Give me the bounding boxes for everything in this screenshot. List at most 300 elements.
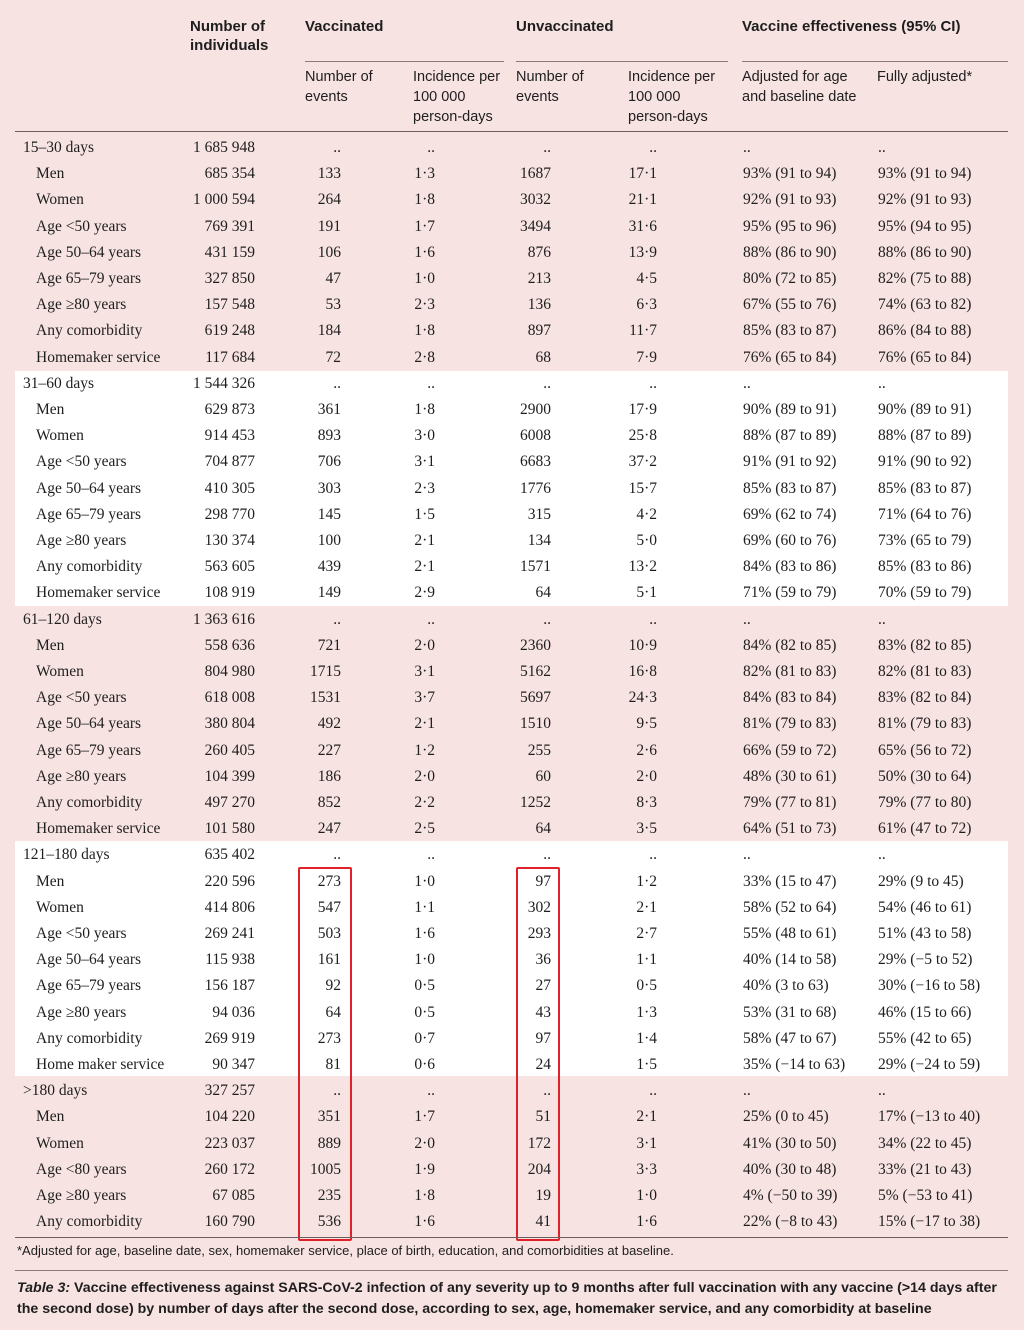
table-row [15,423,1008,449]
cell-vi: .. [427,610,435,628]
cell-adj: 76% (65 to 84) [743,348,837,366]
table-row [15,449,1008,475]
cell-ui: 3·3 [636,1160,657,1178]
cell-ui: 1·6 [636,1213,657,1231]
cell-n: 558 636 [204,636,255,654]
cell-full: 85% (83 to 87) [878,479,972,497]
cell-ui: 3·1 [636,1134,657,1152]
cell-ui: 24·3 [628,689,657,707]
group-row [15,842,1008,868]
cell-n: 327 850 [204,270,255,287]
cell-full: .. [878,610,886,628]
header-unvacc-events: Number of events [516,69,584,105]
cell-adj: 35% (−14 to 63) [743,1056,846,1073]
table-row [15,947,1008,973]
cell-adj: 48% (30 to 61) [743,767,837,785]
cell-n: 90 347 [212,1056,255,1073]
row-label: Age 50–64 years [36,479,142,497]
cell-vi: 3·1 [414,453,435,471]
header-unvacc-incidence: Incidence per 100 000 person-days [628,69,716,125]
cell-ue: 97 [535,872,551,890]
cell-ue: 293 [527,925,551,942]
cell-vi: .. [427,1082,435,1100]
row-label: Age <50 years [36,689,127,707]
cell-adj: .. [743,1082,751,1100]
cell-full: 81% (79 to 83) [878,715,972,733]
table-row [15,659,1008,685]
cell-adj: 25% (0 to 45) [743,1108,829,1126]
cell-n: 94 036 [212,1003,255,1021]
table-row [15,1209,1008,1235]
cell-full: 33% (21 to 43) [878,1160,972,1178]
cell-ui: 13·9 [628,243,657,261]
cell-ve: 273 [317,1029,341,1047]
cell-full: 76% (65 to 84) [878,348,972,366]
cell-ue: 302 [527,898,551,916]
cell-ve: 191 [317,217,341,235]
cell-full: 79% (77 to 80) [878,794,972,811]
cell-n: 269 241 [204,925,255,942]
cell-ve: 852 [317,794,341,811]
cell-full: 83% (82 to 85) [878,636,972,654]
cell-ue: 134 [527,532,551,549]
cell-ve: 133 [317,165,341,183]
cell-ui: 9·5 [636,715,657,733]
cell-n: 619 248 [204,322,255,340]
cell-n: 269 919 [204,1029,255,1047]
cell-full: 86% (84 to 88) [878,322,972,340]
cell-adj: .. [743,846,751,864]
cell-ui: 17·1 [628,165,657,183]
cell-ve: 492 [317,715,341,733]
cell-n: 1 000 594 [193,191,255,209]
cell-ui: 1·0 [636,1187,657,1204]
cell-ve: 81 [325,1056,341,1073]
row-label: Home maker service [36,1056,165,1073]
cell-vi: 0·6 [414,1056,435,1073]
cell-vi: 2·1 [414,558,435,576]
cell-ve: 247 [317,820,341,838]
cell-n: 115 938 [205,951,255,969]
cell-n: 130 374 [204,532,255,549]
cell-n: 223 037 [204,1134,255,1152]
header-fully-adjusted: Fully adjusted* [877,69,973,85]
cell-ui: 5·1 [636,584,657,602]
cell-ve: 227 [317,741,341,759]
cell-ue: 3032 [520,191,551,209]
cell-vi: 1·6 [414,243,435,261]
cell-full: 30% (−16 to 58) [878,977,981,995]
row-label: Age 50–64 years [36,951,142,969]
cell-ue: 27 [535,977,551,995]
row-label: Age <80 years [36,1160,127,1178]
cell-n: 117 684 [205,348,255,366]
cell-vi: 3·7 [414,689,435,707]
cell-ue: 1252 [520,794,551,811]
cell-vi: 1·8 [414,1187,435,1204]
row-label: Any comorbidity [36,1213,143,1231]
cell-ue: 41 [535,1213,551,1231]
table-row [15,816,1008,842]
cell-ve: 161 [317,951,341,969]
cell-ui: 2·0 [636,767,657,785]
row-label: Age 50–64 years [36,243,142,261]
cell-ue: 1510 [520,715,551,733]
cell-full: 88% (86 to 90) [878,243,972,261]
cell-full: 5% (−53 to 41) [878,1187,973,1204]
cell-n: 157 548 [204,296,255,314]
cell-vi: 1·7 [414,1108,435,1126]
cell-ue: 6008 [520,427,551,445]
cell-ui: 1·1 [636,951,657,969]
cell-ue: 68 [535,348,551,366]
table-row [15,345,1008,371]
cell-vi: 1·5 [414,505,435,523]
cell-ui: 1·2 [636,872,657,890]
table-row [15,580,1008,606]
header-unvaccinated: Unvaccinated [516,18,614,35]
row-label: Homemaker service [36,820,161,838]
cell-vi: .. [427,846,435,864]
highlight-box-unvaccinated-events [516,867,560,1241]
row-label: Age <50 years [36,453,127,471]
row-label: Age ≥80 years [36,532,127,549]
cell-full: 46% (15 to 66) [878,1003,972,1021]
cell-ve: 1005 [310,1160,341,1178]
cell-ui: .. [649,610,657,628]
header-adjusted-age-baseline: Adjusted for age and baseline date [742,69,857,105]
group-row [15,371,1008,397]
table-row [15,790,1008,816]
cell-ve: .. [333,139,341,156]
table-row [15,240,1008,266]
table-row [15,214,1008,240]
cell-ve: 439 [317,558,341,576]
cell-adj: 69% (62 to 74) [743,505,837,523]
cell-n: 101 580 [204,820,255,838]
cell-n: 704 877 [204,453,255,471]
group-row [15,135,1008,161]
cell-adj: 84% (82 to 85) [743,636,837,654]
cell-full: 85% (83 to 86) [878,558,972,576]
cell-vi: 1·8 [414,191,435,209]
row-label: Age ≥80 years [36,1187,127,1204]
row-label: Men [36,1108,65,1126]
row-label: Age <50 years [36,217,127,235]
cell-vi: 1·2 [414,741,435,759]
cell-ui: 25·8 [628,427,657,445]
table-row [15,397,1008,423]
cell-vi: .. [427,139,435,156]
cell-adj: 85% (83 to 87) [743,479,837,497]
cell-ui: 21·1 [628,191,657,209]
cell-ve: 893 [317,427,341,445]
cell-ui: 1·4 [636,1029,657,1047]
cell-vi: 2·1 [414,532,435,549]
cell-vi: 3·1 [414,663,435,680]
cell-vi: 2·1 [414,715,435,733]
cell-vi: 1·0 [414,270,435,287]
cell-ve: 547 [317,898,341,916]
table-bottom-rule [15,1237,1008,1238]
cell-vi: 1·0 [414,951,435,969]
cell-adj: 58% (47 to 67) [743,1029,837,1047]
row-label: Age 65–79 years [36,505,142,523]
cell-vi: 2·5 [414,820,435,838]
highlight-box-vaccinated-events [298,867,352,1241]
header-vaccine-effectiveness: Vaccine effectiveness (95% CI) [742,18,961,35]
header-group-rule-vaccinated [305,61,504,62]
cell-adj: 84% (83 to 84) [743,689,837,707]
table-row [15,633,1008,659]
cell-ui: 6·3 [636,296,657,314]
cell-ue: .. [543,139,551,156]
cell-n: 220 596 [204,872,255,890]
table-row [15,869,1008,895]
table-row [15,1052,1008,1078]
cell-full: 95% (94 to 95) [878,217,972,235]
cell-ui: 10·9 [628,636,657,654]
cell-vi: 1·9 [414,1160,435,1178]
cell-full: .. [878,374,886,392]
row-label: Men [36,401,65,418]
cell-ui: 37·2 [628,453,657,471]
cell-full: 51% (43 to 58) [878,925,972,942]
cell-full: 61% (47 to 72) [878,820,972,838]
cell-ue: 204 [527,1160,551,1178]
cell-ui: 16·8 [628,663,657,680]
cell-full: 54% (46 to 61) [878,898,972,916]
caption-rule [15,1270,1008,1271]
table-row [15,685,1008,711]
row-label: Men [36,636,65,654]
cell-n: 1 363 616 [193,610,255,628]
table-caption [17,1278,1007,1320]
cell-ui: 7·9 [636,348,657,366]
cell-adj: 88% (87 to 89) [743,427,837,445]
cell-ue: 36 [535,951,551,969]
row-label: Any comorbidity [36,558,143,576]
cell-n: 414 806 [204,898,255,916]
header-group-rule-unvaccinated [516,61,728,62]
cell-full: 82% (75 to 88) [878,270,972,287]
cell-ui: 8·3 [636,794,657,811]
cell-ve: 64 [325,1003,341,1021]
cell-adj: 69% (60 to 76) [743,532,837,549]
cell-ue: 876 [527,243,551,261]
cell-ve: 149 [317,584,341,602]
table-row [15,502,1008,528]
row-label: Age 50–64 years [36,715,142,733]
cell-vi: 0·5 [414,977,435,995]
cell-vi: .. [427,374,435,392]
cell-ue: 43 [535,1003,551,1021]
caption-lead: Table 3: [17,1280,71,1296]
cell-ui: 3·5 [636,820,657,838]
cell-ue: 1571 [520,558,551,576]
header-bottom-rule [15,131,1008,132]
table-row [15,1157,1008,1183]
cell-adj: 40% (30 to 48) [743,1160,837,1178]
cell-adj: 33% (15 to 47) [743,872,837,890]
cell-adj: 79% (77 to 81) [743,794,837,811]
header-vacc-events: Number of events [305,69,373,105]
cell-adj: 85% (83 to 87) [743,322,837,340]
cell-n: 629 873 [204,401,255,418]
row-label: Age ≥80 years [36,1003,127,1021]
cell-ue: 2360 [520,636,551,654]
cell-ve: .. [333,610,341,628]
cell-ue: 5162 [520,663,551,680]
table-row [15,738,1008,764]
cell-ve: 303 [317,479,341,497]
cell-ue: 2900 [520,401,551,418]
row-label: Men [36,165,65,183]
cell-full: 91% (90 to 92) [878,453,972,471]
cell-n: 914 453 [204,427,255,445]
table-row [15,895,1008,921]
cell-ve: .. [333,846,341,864]
cell-n: 497 270 [204,794,255,811]
cell-n: 804 980 [204,663,255,680]
cell-adj: .. [743,139,751,156]
cell-ve: 889 [317,1134,341,1152]
header-group-rule-ve [742,61,1008,62]
header-vacc-incidence: Incidence per 100 000 person-days [413,69,501,125]
row-label: Age 65–79 years [36,741,142,759]
cell-adj: 58% (52 to 64) [743,898,837,916]
cell-n: 108 919 [204,584,255,602]
cell-ue: .. [543,610,551,628]
cell-full: 50% (30 to 64) [878,767,972,785]
cell-full: 88% (87 to 89) [878,427,972,445]
cell-vi: 2·3 [414,296,435,314]
table-row [15,528,1008,554]
cell-ui: 31·6 [628,217,657,235]
table-row [15,1104,1008,1130]
cell-n: 260 405 [204,741,255,759]
row-label: Age 65–79 years [36,977,142,995]
cell-vi: 2·2 [414,794,435,811]
table-row [15,292,1008,318]
cell-adj: 4% (−50 to 39) [743,1187,838,1204]
cell-full: .. [878,139,886,156]
cell-vi: 3·0 [414,427,435,445]
cell-adj: 80% (72 to 85) [743,270,837,287]
cell-vi: 1·7 [414,217,435,235]
cell-n: 635 402 [204,846,255,864]
cell-ve: 53 [325,296,341,314]
cell-adj: 40% (14 to 58) [743,951,837,969]
cell-vi: 1·1 [414,898,435,916]
cell-ue: 24 [535,1056,551,1073]
cell-ue: 6683 [520,453,551,471]
table-row [15,476,1008,502]
cell-ue: 51 [535,1108,551,1126]
cell-adj: 82% (81 to 83) [743,663,837,680]
cell-vi: 0·5 [414,1003,435,1021]
cell-full: 29% (−5 to 52) [878,951,973,969]
cell-ve: 235 [317,1187,341,1204]
cell-n: 769 391 [204,217,255,235]
table-row [15,1000,1008,1026]
cell-full: 73% (65 to 79) [878,532,972,549]
cell-ui: 2·6 [636,741,657,759]
cell-vi: 2·8 [414,348,435,366]
cell-ue: 213 [527,270,551,287]
cell-ui: .. [649,139,657,156]
cell-ve: 706 [317,453,341,471]
cell-ve: 273 [317,872,341,890]
group-label: 15–30 days [23,139,95,156]
cell-n: 1 544 326 [193,374,255,392]
cell-vi: 0·7 [414,1029,435,1047]
cell-ui: 2·1 [636,1108,657,1126]
cell-ve: .. [333,1082,341,1100]
row-label: Age ≥80 years [36,296,127,314]
cell-n: 410 305 [204,479,255,497]
cell-n: 431 159 [204,243,255,261]
cell-ve: 1715 [310,663,341,680]
cell-adj: 64% (51 to 73) [743,820,837,838]
cell-vi: 1·6 [414,1213,435,1231]
cell-full: 82% (81 to 83) [878,663,972,680]
cell-vi: 2·0 [414,767,435,785]
cell-ue: 19 [535,1187,551,1204]
table-row [15,921,1008,947]
cell-ui: .. [649,846,657,864]
cell-adj: 55% (48 to 61) [743,925,837,942]
table-row [15,711,1008,737]
cell-full: 92% (91 to 93) [878,191,972,209]
row-label: Women [36,191,84,209]
cell-ui: 0·5 [636,977,657,995]
cell-ve: 536 [317,1213,341,1231]
cell-n: 1 685 948 [193,139,255,156]
caption-text: Vaccine effectiveness against SARS-CoV-2 infection of any severity up to 9 months after full vaccination with any vaccine (>14 days after the second dose) by number of days after the second dose, according to sex, age, homemaker service, and any comorbidity at baseline [17,1280,997,1317]
cell-ve: .. [333,374,341,392]
cell-adj: 91% (91 to 92) [743,453,837,471]
cell-ue: .. [543,1082,551,1100]
cell-ue: 315 [527,505,551,523]
cell-ue: .. [543,374,551,392]
cell-ui: .. [649,374,657,392]
cell-n: 327 257 [204,1082,255,1100]
cell-adj: 84% (83 to 86) [743,558,837,576]
cell-ui: 13·2 [628,558,657,576]
cell-ve: 503 [317,925,341,942]
group-row [15,607,1008,633]
row-label: Men [36,872,65,890]
cell-ue: 3494 [520,217,551,235]
cell-adj: .. [743,610,751,628]
cell-full: .. [878,1082,886,1100]
cell-ui: 15·7 [628,479,657,497]
cell-adj: 40% (3 to 63) [743,977,829,995]
table-footnote: *Adjusted for age, baseline date, sex, homemaker service, place of birth, education, and comorbidities at baseline. [17,1243,674,1258]
cell-ve: 186 [317,767,341,785]
table-row [15,318,1008,344]
cell-ve: 264 [317,191,341,209]
header-number-of-individuals: Number of individuals [190,18,269,54]
cell-n: 260 172 [204,1160,255,1178]
cell-n: 104 399 [204,767,255,785]
cell-ue: 64 [535,584,551,602]
cell-n: 380 804 [204,715,255,733]
row-label: Any comorbidity [36,794,143,811]
row-label: Age 65–79 years [36,270,142,287]
cell-vi: 1·8 [414,322,435,340]
